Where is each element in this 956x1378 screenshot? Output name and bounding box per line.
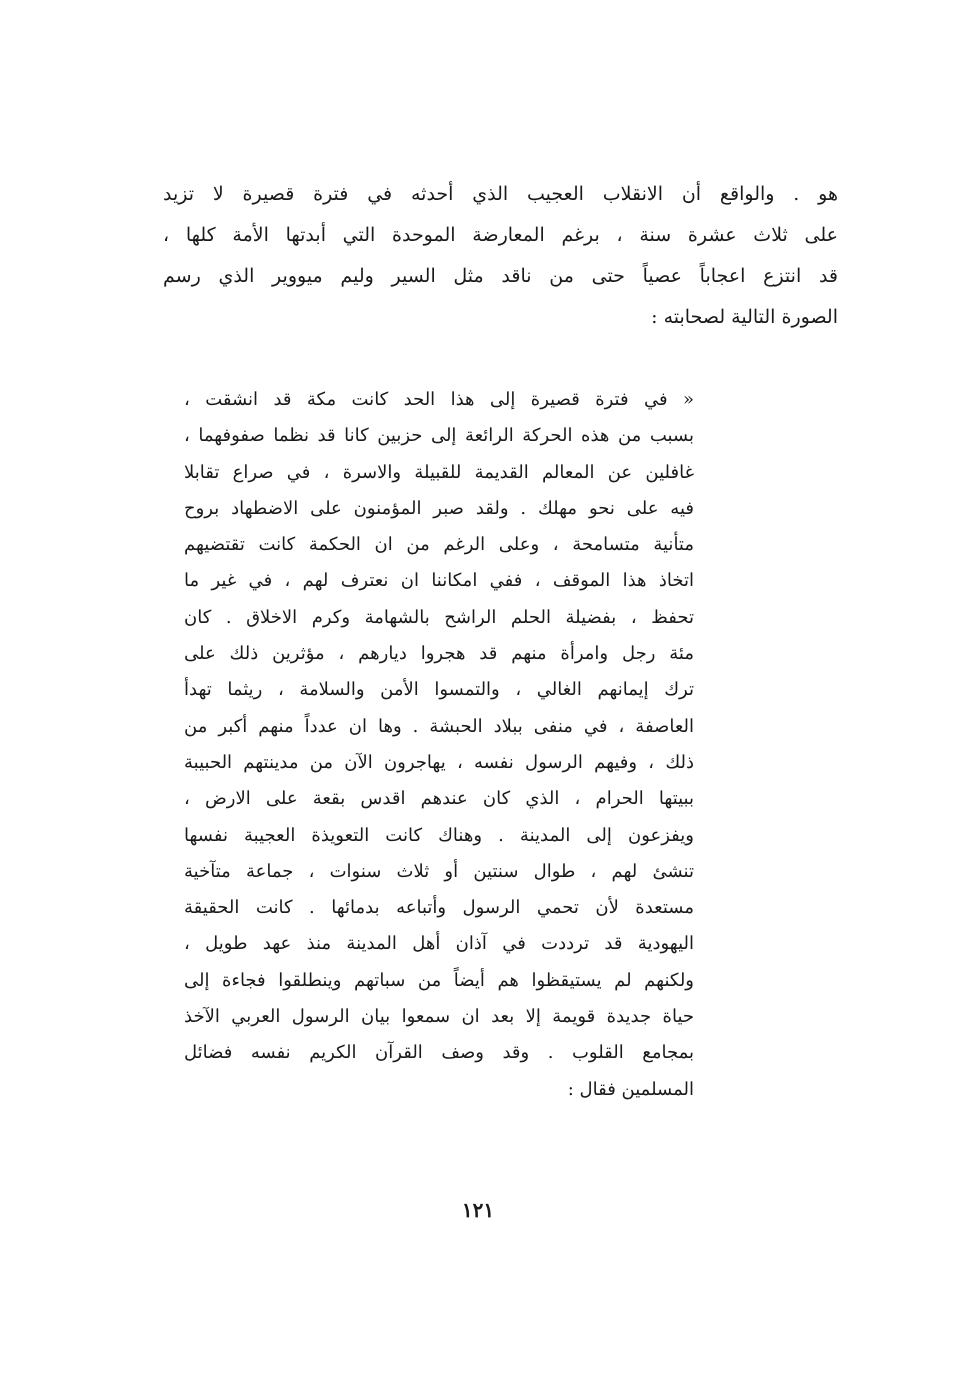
page-number: ١٢١: [461, 1198, 495, 1222]
quote-line: تنشئ لهم ، طوال سنتين أو ثلاث سنوات ، جماعة متآخية: [184, 860, 694, 882]
intro-paragraph: [163, 174, 838, 338]
intro-line: هو . والواقع أن الانقلاب العجيب الذي أحدثه في فترة قصيرة لا تزيد: [163, 183, 838, 205]
quote-line: ترك إيمانهم الغالي ، والتمسوا الأمن والسلامة ، ريثما تهدأ: [184, 679, 694, 701]
quote-line: « في فترة قصيرة إلى هذا الحد كانت مكة قد انشقت ،: [184, 389, 694, 410]
quote-line: حياة جديدة قويمة إلا بعد ان سمعوا بيان الرسول العربي الآخذ: [184, 1006, 694, 1028]
quote-line: المسلمين فقال :: [567, 1078, 694, 1100]
quote-block: [184, 382, 694, 1108]
quote-line: مستعدة لأن تحمي الرسول وأتباعه بدمائها . كانت الحقيقة: [184, 897, 694, 919]
quote-line: العاصفة ، في منفى ببلاد الحبشة . وها ان عدداً منهم أكبر من: [184, 715, 694, 737]
intro-line: على ثلاث عشرة سنة ، برغم المعارضة الموحدة التي أبدتها الأمة كلها ،: [163, 224, 838, 246]
quote-line: مئة رجل وامرأة منهم قد هجروا ديارهم ، مؤثرين ذلك على: [184, 643, 694, 665]
quote-line: بسبب من هذه الحركة الرائعة إلى حزبين كانا قد نظما صفوفهما ،: [184, 425, 694, 447]
intro-line: قد انتزع اعجاباً عصياً حتى من ناقد مثل السير وليم ميووير الذي رسم: [163, 265, 838, 287]
intro-line: الصورة التالية لصحابته :: [651, 306, 838, 328]
quote-line: فيه على نحو مهلك . ولقد صبر المؤمنون على الاضطهاد بروح: [184, 497, 694, 519]
quote-line: تحفظ ، بفضيلة الحلم الراشح بالشهامة وكرم الاخلاق . كان: [184, 606, 694, 628]
quote-line: اتخاذ هذا الموقف ، ففي امكاننا ان نعترف لهم ، في غير ما: [184, 570, 694, 592]
quote-line: ولكنهم لم يستيقظوا هم أيضاً من سباتهم وينطلقوا فجاءة إلى: [184, 969, 694, 991]
quote-line: ويفزعون إلى المدينة . وهناك كانت التعويذة العجيبة نفسها: [184, 824, 694, 846]
quote-line: ذلك ، وفيهم الرسول نفسه ، يهاجرون الآن من مدينتهم الحبيبة: [184, 751, 694, 773]
quote-line: اليهودية قد ترددت في آذان أهل المدينة منذ عهد طويل ،: [184, 933, 694, 955]
quote-line: بمجامع القلوب . وقد وصف القرآن الكريم نفسه فضائل: [184, 1042, 694, 1064]
quote-line: ببيتها الحرام ، الذي كان عندهم اقدس بقعة على الارض ،: [184, 788, 694, 810]
quote-line: متأنية متسامحة ، وعلى الرغم من ان الحكمة كانت تقتضيهم: [184, 534, 694, 556]
quote-line: غافلين عن المعالم القديمة للقبيلة والاسرة ، في صراع تقابلا: [184, 461, 694, 483]
